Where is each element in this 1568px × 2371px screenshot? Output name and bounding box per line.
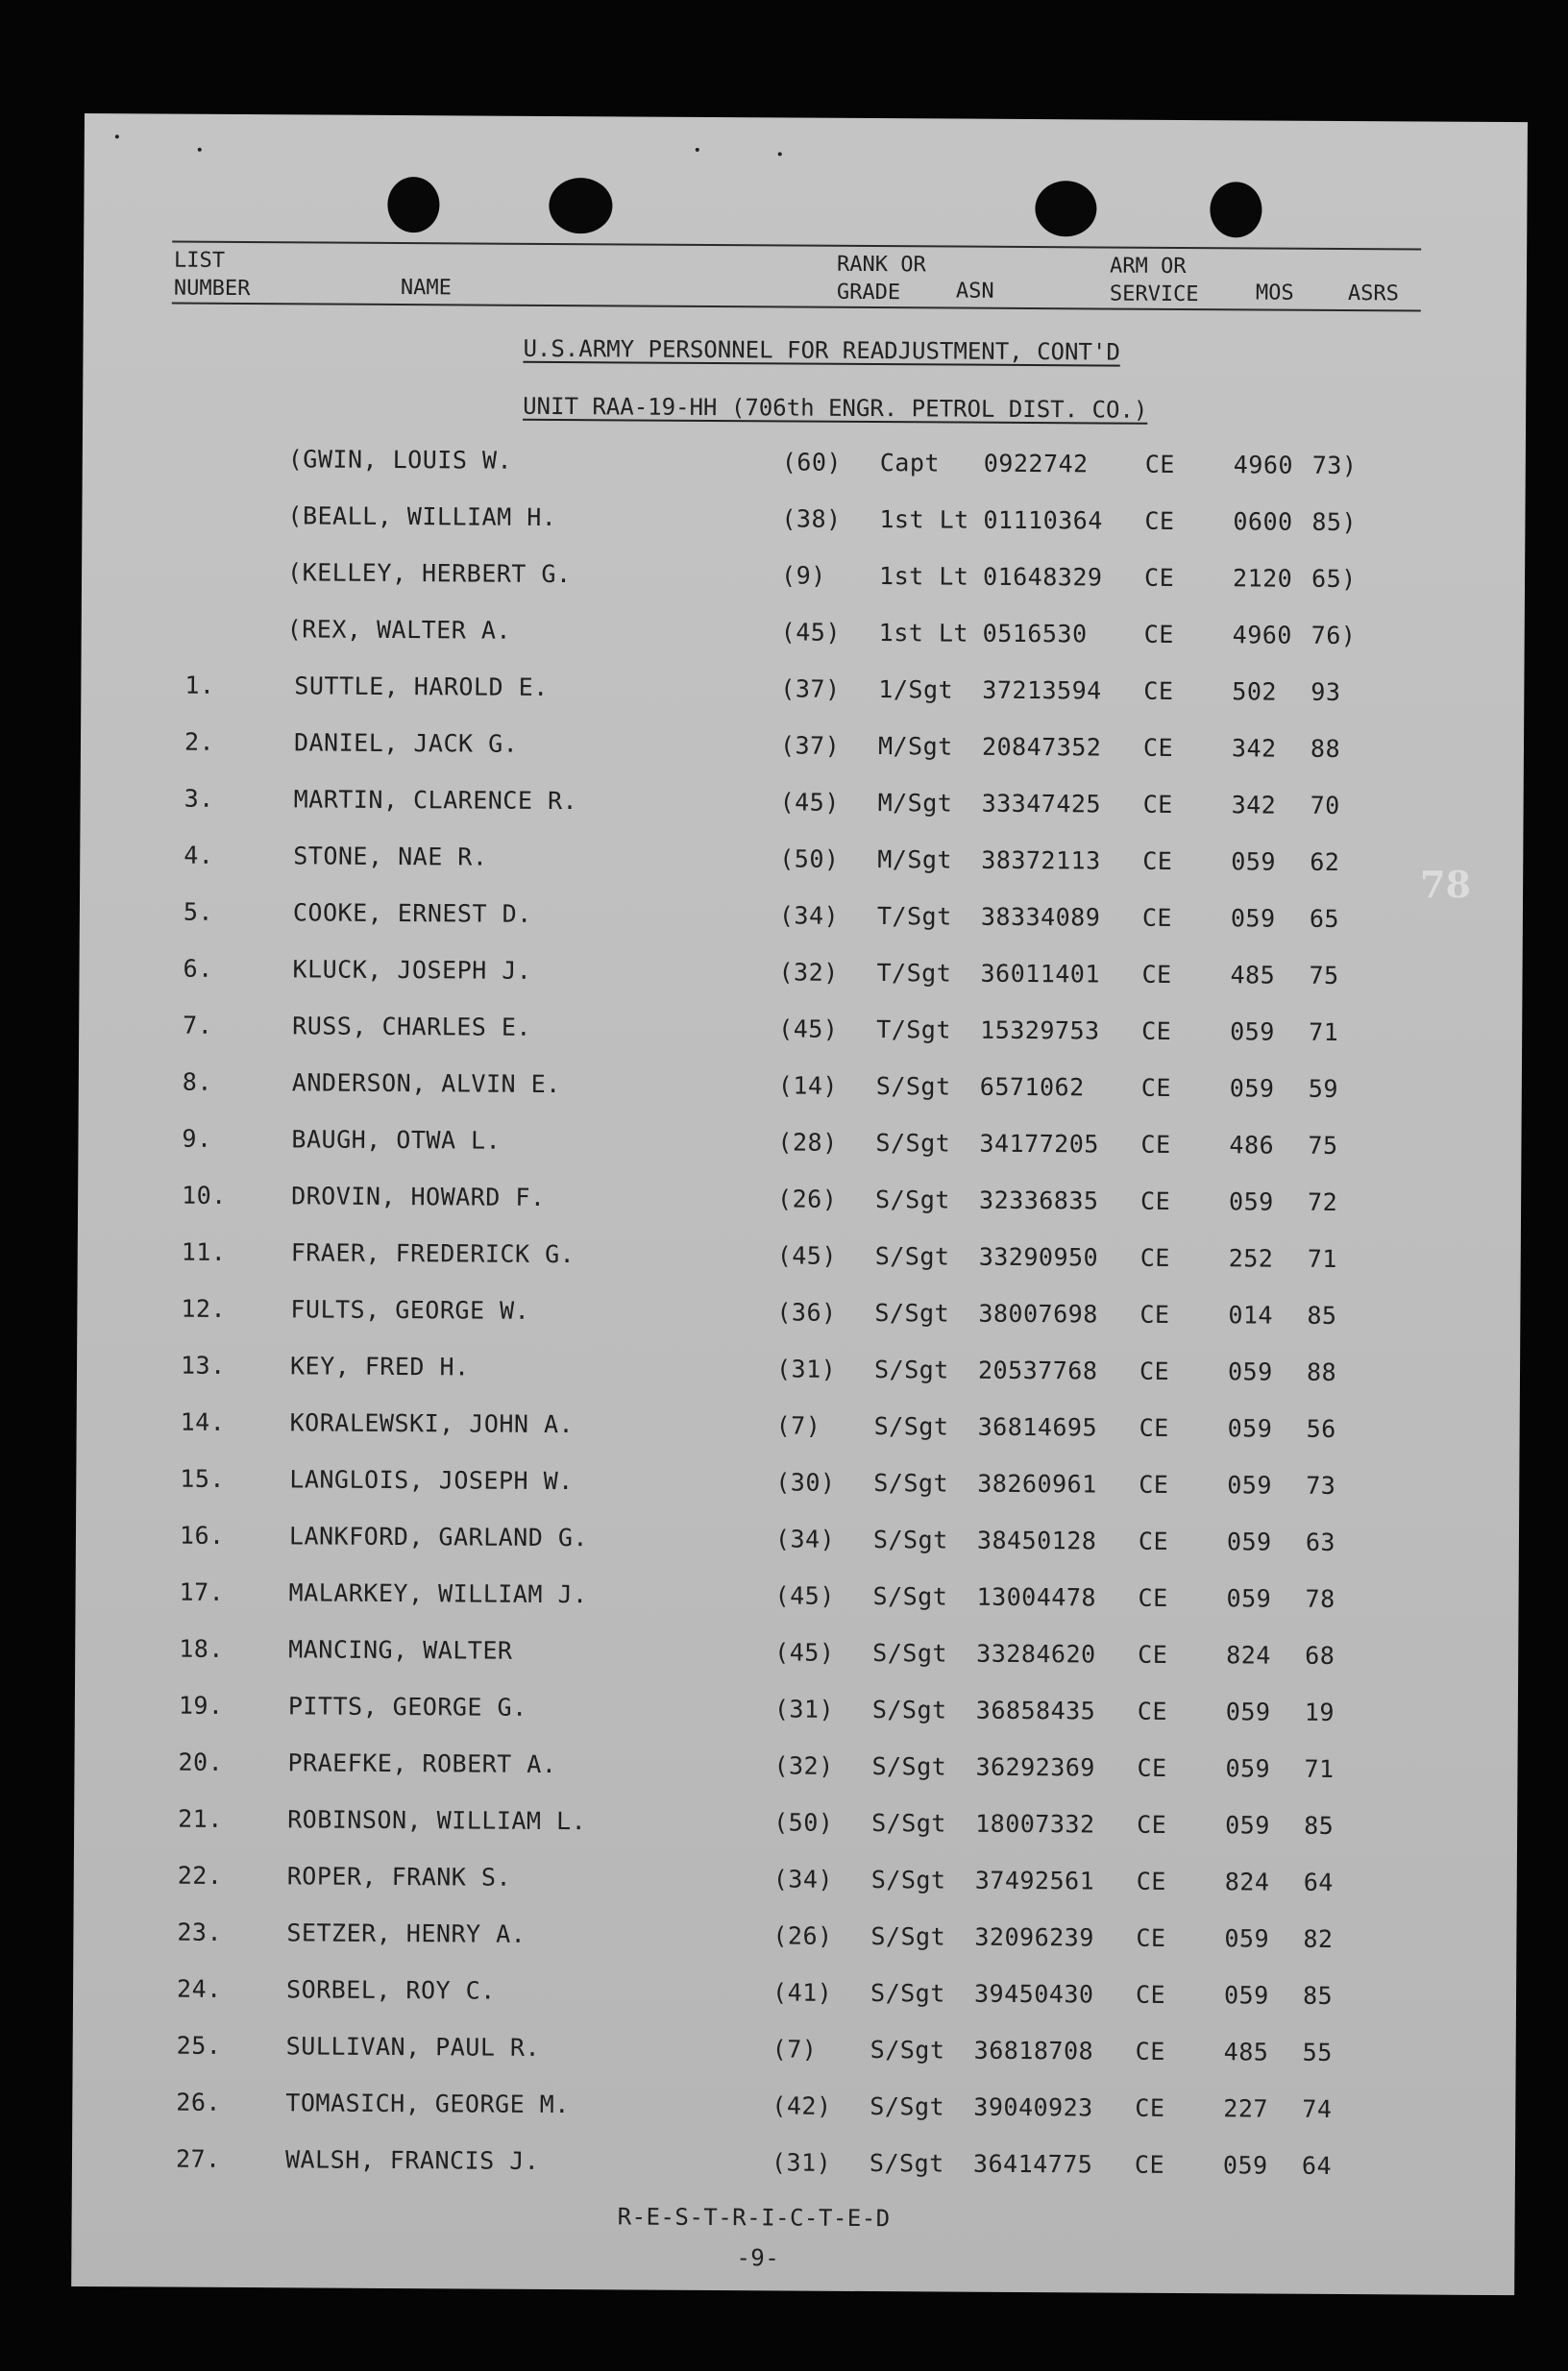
asn-cell: 32336835 xyxy=(979,1186,1099,1215)
unit-title: UNIT RAA-19-HH (706th ENGR. PETROL DIST. CO.) xyxy=(523,392,1148,424)
rank-cell: S/Sgt xyxy=(870,2092,945,2121)
margin-page-number: 78 xyxy=(1420,863,1471,906)
age-cell: (34) xyxy=(774,1525,836,1553)
person-name: SORBEL, ROY C. xyxy=(285,1975,496,2005)
asrs-cell: 64 xyxy=(1301,2151,1333,2180)
asrs-cell: 73) xyxy=(1311,451,1358,480)
list-number-cell: 10. xyxy=(182,1181,227,1210)
rank-cell: Capt xyxy=(879,449,941,477)
header-asrs: ASRS xyxy=(1347,281,1399,306)
asn-cell: 33290950 xyxy=(978,1242,1099,1272)
age-cell: (26) xyxy=(772,1921,833,1950)
asrs-cell: 93 xyxy=(1311,677,1341,706)
punch-hole xyxy=(1210,182,1262,237)
asrs-cell: 63 xyxy=(1305,1528,1336,1556)
rank-cell: S/Sgt xyxy=(875,1186,950,1214)
asn-cell: 20847352 xyxy=(981,732,1102,762)
asrs-cell: 75 xyxy=(1308,1131,1338,1160)
arm-cell: CE xyxy=(1143,563,1175,592)
age-cell: (9) xyxy=(780,561,826,590)
asrs-cell: 65 xyxy=(1309,904,1340,933)
mos-cell: 485 xyxy=(1230,961,1276,990)
arm-cell: CE xyxy=(1136,1867,1166,1895)
list-number-cell: 26. xyxy=(176,2088,222,2116)
person-name: FULTS, GEORGE W. xyxy=(290,1295,530,1325)
arm-cell: CE xyxy=(1135,2093,1165,2122)
table-row xyxy=(72,2144,1515,2191)
column-header xyxy=(85,113,1528,307)
asn-cell: 37213594 xyxy=(982,675,1102,705)
asrs-cell: 19 xyxy=(1304,1698,1335,1726)
mos-cell: 4960 xyxy=(1232,621,1293,649)
mos-cell: 059 xyxy=(1225,1754,1271,1783)
rank-cell: S/Sgt xyxy=(875,1072,951,1101)
person-name: KEY, FRED H. xyxy=(289,1352,470,1381)
table-row xyxy=(72,2088,1515,2135)
age-cell: (32) xyxy=(778,958,839,987)
table-row xyxy=(73,1918,1516,1965)
table-row xyxy=(77,1294,1520,1341)
arm-cell: CE xyxy=(1144,506,1175,535)
mos-cell: 824 xyxy=(1226,1641,1271,1670)
punch-hole xyxy=(1035,181,1096,236)
list-number-cell: 12. xyxy=(181,1294,227,1323)
age-cell: (42) xyxy=(772,2091,832,2120)
rank-cell: M/Sgt xyxy=(877,789,953,818)
asn-cell: 32096239 xyxy=(974,1922,1094,1952)
officer-row xyxy=(83,444,1526,491)
asn-cell: 20537768 xyxy=(977,1356,1098,1385)
arm-cell: CE xyxy=(1138,1583,1168,1612)
age-cell: (31) xyxy=(775,1355,837,1383)
table-row xyxy=(74,1861,1517,1908)
arm-cell: CE xyxy=(1139,1243,1170,1272)
asn-cell: 38007698 xyxy=(978,1299,1098,1329)
asn-cell: 18007332 xyxy=(975,1809,1095,1839)
asn-cell: 39450430 xyxy=(973,1979,1094,2009)
asrs-cell: 73 xyxy=(1306,1471,1336,1500)
age-cell: (50) xyxy=(773,1808,834,1837)
rank-cell: S/Sgt xyxy=(873,1469,949,1498)
table-row xyxy=(79,1011,1522,1058)
table-row xyxy=(77,1351,1520,1398)
list-number-cell: 27. xyxy=(175,2144,221,2173)
person-name: RUSS, CHARLES E. xyxy=(292,1012,532,1041)
age-cell: (26) xyxy=(777,1185,838,1213)
age-cell: (41) xyxy=(772,1978,833,2007)
asrs-cell: 74 xyxy=(1302,2094,1333,2123)
asn-cell: 36858435 xyxy=(975,1696,1096,1725)
mos-cell: 059 xyxy=(1227,1414,1273,1443)
age-cell: (38) xyxy=(781,504,842,533)
age-cell: (45) xyxy=(778,1014,839,1043)
person-name: SUTTLE, HAROLD E. xyxy=(294,672,549,701)
list-number-cell: 16. xyxy=(179,1521,225,1550)
asrs-cell: 70 xyxy=(1310,791,1340,819)
mos-cell: 485 xyxy=(1223,2038,1269,2066)
asrs-cell: 85 xyxy=(1304,1811,1335,1840)
header-name: NAME xyxy=(400,276,452,301)
list-number-cell: 13. xyxy=(180,1351,226,1380)
asrs-cell: 59 xyxy=(1308,1074,1339,1103)
rank-cell: 1st Lt xyxy=(878,562,969,591)
list-number-cell: 25. xyxy=(176,2031,222,2060)
arm-cell: CE xyxy=(1142,733,1174,762)
list-number-cell: 24. xyxy=(176,1974,222,2003)
header-bottom-rule xyxy=(172,303,1421,312)
rank-cell: S/Sgt xyxy=(872,1582,948,1611)
asrs-cell: 78 xyxy=(1305,1584,1335,1613)
asrs-cell: 71 xyxy=(1304,1754,1335,1783)
speck xyxy=(778,152,782,156)
person-name: (BEALL, WILLIAM H. xyxy=(287,501,557,532)
asn-cell: 33284620 xyxy=(976,1639,1096,1669)
asrs-cell: 56 xyxy=(1306,1414,1336,1443)
age-cell: (50) xyxy=(779,844,840,873)
person-name: (KELLEY, HERBERT G. xyxy=(286,558,572,589)
arm-cell: CE xyxy=(1134,2150,1165,2179)
asn-cell: 01648329 xyxy=(982,562,1103,592)
asrs-cell: 85 xyxy=(1307,1301,1337,1330)
person-name: STONE, NAE R. xyxy=(293,842,488,871)
page-number: -9- xyxy=(736,2244,780,2272)
arm-cell: CE xyxy=(1140,1130,1171,1159)
rank-cell: S/Sgt xyxy=(870,1866,946,1894)
list-number-cell: 2. xyxy=(184,727,215,756)
mos-cell: 059 xyxy=(1226,1528,1272,1556)
rank-cell: T/Sgt xyxy=(876,902,952,931)
header-list-number: LIST NUMBER xyxy=(173,248,251,302)
rank-cell: S/Sgt xyxy=(870,1979,945,2008)
table-row xyxy=(81,671,1524,718)
arm-cell: CE xyxy=(1135,1980,1166,2009)
mos-cell: 059 xyxy=(1230,904,1276,933)
asn-cell: 0516530 xyxy=(982,619,1088,648)
mos-cell: 059 xyxy=(1229,1074,1275,1103)
list-number-cell: 21. xyxy=(178,1804,223,1833)
rank-cell: M/Sgt xyxy=(877,732,953,761)
mos-cell: 227 xyxy=(1223,2094,1269,2123)
list-number-cell: 5. xyxy=(183,897,214,926)
header-rank-or-grade: RANK OR GRADE xyxy=(836,252,926,306)
asrs-cell: 88 xyxy=(1310,734,1341,763)
asn-cell: 13004478 xyxy=(976,1582,1097,1612)
arm-cell: CE xyxy=(1140,1186,1171,1215)
speck xyxy=(115,134,119,138)
section-title: U.S.ARMY PERSONNEL FOR READJUSTMENT, CONT'D xyxy=(523,334,1120,366)
rank-cell: S/Sgt xyxy=(871,1752,947,1781)
person-name: (GWIN, LOUIS W. xyxy=(287,445,513,475)
rank-cell: S/Sgt xyxy=(871,1809,946,1838)
rank-cell: T/Sgt xyxy=(876,1015,952,1044)
age-cell: (45) xyxy=(774,1581,835,1610)
header-mos: MOS xyxy=(1255,281,1294,306)
header-top-rule xyxy=(172,241,1421,251)
mos-cell: 824 xyxy=(1224,1868,1270,1896)
person-name: COOKE, ERNEST D. xyxy=(292,898,532,928)
mos-cell: 342 xyxy=(1231,734,1277,763)
table-row xyxy=(80,784,1523,831)
age-cell: (31) xyxy=(771,2148,832,2177)
list-number-cell: 17. xyxy=(179,1577,225,1606)
list-number-cell: 4. xyxy=(184,841,214,869)
asn-cell: 36814695 xyxy=(977,1412,1098,1442)
document-page xyxy=(71,113,1528,2295)
table-row xyxy=(73,1974,1516,2021)
age-cell: (45) xyxy=(774,1638,835,1667)
rank-cell: T/Sgt xyxy=(876,959,952,988)
mos-cell: 059 xyxy=(1223,1981,1269,2010)
asn-cell: 38372113 xyxy=(981,845,1101,875)
person-name: MANCING, WALTER xyxy=(288,1635,513,1665)
list-number-cell: 8. xyxy=(182,1067,213,1096)
rank-cell: 1st Lt xyxy=(879,505,969,534)
arm-cell: CE xyxy=(1142,846,1173,875)
list-number-cell: 18. xyxy=(179,1634,224,1663)
list-number-cell: 19. xyxy=(178,1691,224,1720)
rank-cell: M/Sgt xyxy=(877,845,953,874)
mos-cell: 2120 xyxy=(1232,564,1293,593)
arm-cell: CE xyxy=(1140,1073,1172,1102)
officer-row xyxy=(82,614,1525,661)
asrs-cell: 76) xyxy=(1311,621,1357,650)
arm-cell: CE xyxy=(1139,1470,1169,1499)
asn-cell: 15329753 xyxy=(980,1015,1100,1045)
person-name: ROPER, FRANK S. xyxy=(286,1862,512,1892)
person-name: FRAER, FREDERICK G. xyxy=(290,1238,576,1269)
table-row xyxy=(81,727,1524,774)
arm-cell: CE xyxy=(1141,960,1172,989)
table-row xyxy=(80,841,1523,888)
officer-row xyxy=(82,557,1525,604)
table-row xyxy=(73,2031,1516,2078)
table-row xyxy=(79,1067,1522,1114)
mos-cell: 059 xyxy=(1226,1584,1272,1613)
mos-cell: 502 xyxy=(1232,677,1278,706)
mos-cell: 486 xyxy=(1229,1131,1275,1160)
age-cell: (45) xyxy=(779,788,840,817)
mos-cell: 059 xyxy=(1227,1471,1273,1500)
rank-cell: S/Sgt xyxy=(874,1299,950,1328)
rank-cell: S/Sgt xyxy=(873,1412,949,1441)
officer-row xyxy=(82,501,1525,548)
table-row xyxy=(77,1407,1520,1454)
person-name: PRAEFKE, ROBERT A. xyxy=(287,1748,557,1779)
asn-cell: 38334089 xyxy=(980,902,1101,932)
table-row xyxy=(76,1464,1519,1511)
header-asn: ASN xyxy=(955,279,994,304)
arm-cell: CE xyxy=(1138,1640,1168,1669)
asn-cell: 38260961 xyxy=(977,1469,1097,1499)
speck xyxy=(198,148,202,152)
rank-cell: S/Sgt xyxy=(869,2149,944,2178)
mos-cell: 059 xyxy=(1231,847,1277,876)
rank-cell: S/Sgt xyxy=(874,1242,950,1271)
list-number-cell: 9. xyxy=(182,1124,212,1153)
mos-cell: 252 xyxy=(1228,1244,1274,1273)
arm-cell: CE xyxy=(1142,790,1173,819)
table-row xyxy=(79,954,1522,1001)
rank-cell: S/Sgt xyxy=(870,1922,946,1951)
arm-cell: CE xyxy=(1143,620,1174,648)
list-number-cell: 23. xyxy=(177,1918,223,1946)
table-row xyxy=(75,1691,1518,1738)
table-row xyxy=(78,1237,1521,1284)
asrs-cell: 72 xyxy=(1308,1187,1338,1216)
asrs-cell: 75 xyxy=(1309,961,1339,990)
arm-cell: CE xyxy=(1138,1527,1169,1555)
asn-cell: 34177205 xyxy=(979,1129,1099,1159)
person-name: BAUGH, OTWA L. xyxy=(291,1125,502,1155)
asn-cell: 6571062 xyxy=(979,1072,1085,1102)
asn-cell: 33347425 xyxy=(981,789,1102,819)
person-name: SETZER, HENRY A. xyxy=(286,1919,527,1948)
person-name: MALARKEY, WILLIAM J. xyxy=(288,1578,588,1609)
person-name: KLUCK, JOSEPH J. xyxy=(292,955,532,985)
age-cell: (7) xyxy=(772,2035,818,2064)
asrs-cell: 68 xyxy=(1305,1641,1335,1670)
header-arm-or-service: ARM OR SERVICE xyxy=(1109,254,1199,307)
age-cell: (34) xyxy=(772,1865,834,1894)
age-cell: (28) xyxy=(777,1128,838,1157)
rank-cell: S/Sgt xyxy=(871,1696,947,1724)
table-row xyxy=(75,1577,1518,1625)
mos-cell: 059 xyxy=(1230,1017,1275,1046)
table-row xyxy=(74,1804,1517,1851)
rank-cell: 1st Lt xyxy=(878,619,969,648)
person-name: WALSH, FRANCIS J. xyxy=(284,2145,540,2175)
rank-cell: S/Sgt xyxy=(870,2036,945,2065)
asn-cell: 01110364 xyxy=(983,505,1103,535)
asn-cell: 37492561 xyxy=(974,1866,1095,1895)
age-cell: (34) xyxy=(778,901,840,930)
arm-cell: CE xyxy=(1137,1810,1167,1839)
rank-cell: S/Sgt xyxy=(872,1639,948,1668)
person-name: ANDERSON, ALVIN E. xyxy=(291,1068,561,1099)
asrs-cell: 62 xyxy=(1310,847,1340,876)
asrs-cell: 55 xyxy=(1302,2038,1333,2066)
rank-cell: 1/Sgt xyxy=(878,675,954,704)
list-number-cell: 15. xyxy=(180,1464,226,1493)
punch-hole xyxy=(387,177,439,232)
asrs-cell: 71 xyxy=(1307,1244,1337,1273)
list-number-cell: 3. xyxy=(184,784,214,813)
table-row xyxy=(74,1748,1517,1795)
age-cell: (60) xyxy=(781,448,843,477)
arm-cell: CE xyxy=(1137,1753,1167,1782)
asn-cell: 38450128 xyxy=(976,1526,1097,1555)
asn-cell: 36818708 xyxy=(973,2036,1094,2065)
arm-cell: CE xyxy=(1141,1016,1172,1045)
rank-cell: S/Sgt xyxy=(873,1356,949,1384)
table-row xyxy=(78,1181,1521,1228)
person-name: LANKFORD, GARLAND G. xyxy=(288,1522,589,1552)
arm-cell: CE xyxy=(1137,1697,1168,1725)
asn-cell: 39040923 xyxy=(973,2092,1093,2122)
mos-cell: 059 xyxy=(1222,2151,1268,2180)
asrs-cell: 64 xyxy=(1303,1868,1334,1896)
age-cell: (14) xyxy=(777,1071,839,1100)
mos-cell: 059 xyxy=(1229,1187,1274,1216)
age-cell: (36) xyxy=(776,1298,837,1327)
arm-cell: CE xyxy=(1143,676,1174,705)
mos-cell: 4960 xyxy=(1233,451,1294,479)
age-cell: (7) xyxy=(775,1411,821,1440)
asrs-cell: 82 xyxy=(1303,1924,1334,1953)
person-name: (REX, WALTER A. xyxy=(286,615,512,645)
asn-cell: 0922742 xyxy=(983,449,1089,478)
mos-cell: 059 xyxy=(1224,1924,1270,1953)
person-name: LANGLOIS, JOSEPH W. xyxy=(289,1465,574,1496)
asn-cell: 36292369 xyxy=(975,1752,1096,1782)
person-name: DANIEL, JACK G. xyxy=(293,728,519,758)
table-row xyxy=(80,897,1523,944)
person-name: TOMASICH, GEORGE M. xyxy=(285,2089,570,2119)
arm-cell: CE xyxy=(1141,903,1173,932)
mos-cell: 059 xyxy=(1225,1811,1270,1840)
age-cell: (30) xyxy=(775,1468,836,1497)
age-cell: (45) xyxy=(776,1241,838,1270)
restricted-footer: R-E-S-T-R-I-C-T-E-D xyxy=(617,2203,891,2233)
speck xyxy=(696,148,699,152)
mos-cell: 059 xyxy=(1225,1698,1271,1726)
punch-hole xyxy=(549,178,612,233)
person-name: KORALEWSKI, JOHN A. xyxy=(289,1408,575,1439)
list-number-cell: 22. xyxy=(177,1861,223,1890)
table-row xyxy=(78,1124,1521,1171)
arm-cell: CE xyxy=(1135,2037,1165,2065)
asrs-cell: 85) xyxy=(1311,507,1358,537)
list-number-cell: 7. xyxy=(183,1011,213,1039)
rank-cell: S/Sgt xyxy=(872,1526,948,1554)
mos-cell: 059 xyxy=(1227,1357,1273,1386)
asrs-cell: 71 xyxy=(1309,1017,1339,1046)
age-cell: (32) xyxy=(773,1751,834,1780)
age-cell: (31) xyxy=(773,1695,835,1723)
age-cell: (45) xyxy=(780,618,842,647)
table-row xyxy=(76,1521,1519,1568)
arm-cell: CE xyxy=(1139,1413,1169,1442)
mos-cell: 342 xyxy=(1231,791,1277,819)
table-row xyxy=(75,1634,1518,1681)
age-cell: (37) xyxy=(779,731,841,760)
arm-cell: CE xyxy=(1144,450,1175,478)
list-number-cell: 11. xyxy=(181,1237,227,1266)
person-name: PITTS, GEORGE G. xyxy=(287,1692,527,1722)
arm-cell: CE xyxy=(1136,1923,1166,1952)
person-name: MARTIN, CLARENCE R. xyxy=(293,785,578,816)
arm-cell: CE xyxy=(1139,1300,1170,1329)
asn-cell: 36414775 xyxy=(972,2149,1093,2179)
mos-cell: 014 xyxy=(1228,1301,1274,1330)
person-name: ROBINSON, WILLIAM L. xyxy=(287,1805,587,1836)
list-number-cell: 1. xyxy=(184,671,215,699)
mos-cell: 0600 xyxy=(1233,507,1293,536)
asrs-cell: 88 xyxy=(1306,1357,1337,1386)
list-number-cell: 20. xyxy=(178,1748,224,1776)
person-name: SULLIVAN, PAUL R. xyxy=(285,2032,541,2062)
asn-cell: 36011401 xyxy=(980,959,1101,989)
asrs-cell: 85 xyxy=(1302,1981,1334,2010)
list-number-cell: 6. xyxy=(183,954,213,983)
rank-cell: S/Sgt xyxy=(875,1129,951,1158)
arm-cell: CE xyxy=(1139,1357,1170,1385)
age-cell: (37) xyxy=(780,674,841,703)
list-number-cell: 14. xyxy=(180,1407,226,1436)
person-name: DROVIN, HOWARD F. xyxy=(291,1182,546,1211)
asrs-cell: 65) xyxy=(1311,564,1357,594)
